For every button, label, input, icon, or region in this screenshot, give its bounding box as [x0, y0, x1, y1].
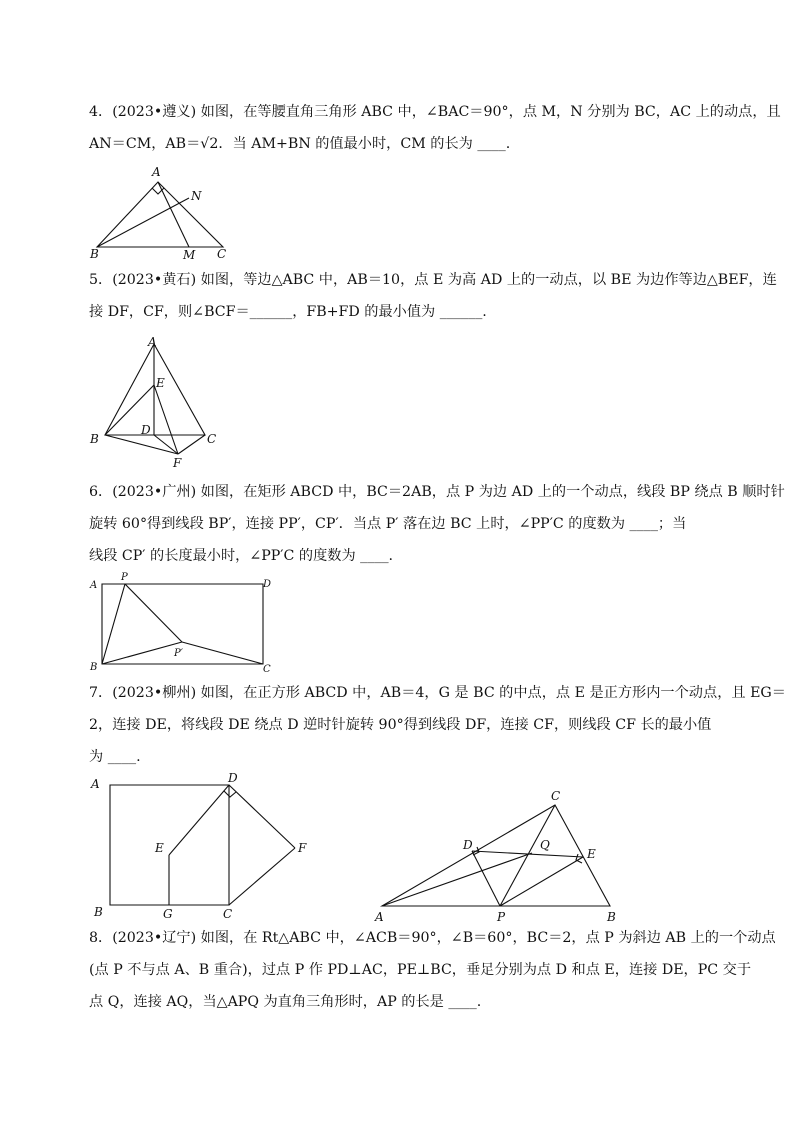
label-p: P: [497, 910, 506, 924]
segment-pd: [472, 851, 500, 906]
problem-6-line-3: 线段 CP′ 的长度最小时，∠PP′C 的度数为 ____.: [89, 548, 394, 564]
segment-aq: [382, 853, 532, 906]
label-f: F: [173, 456, 182, 470]
figure-equilateral-triangle: [85, 330, 225, 470]
label-a: A: [148, 335, 157, 349]
label-e: E: [156, 376, 165, 390]
right-angle-mark: [224, 791, 236, 797]
problem-7-line-1: 7．(2023•柳州) 如图，在正方形 ABCD 中，AB＝4，G 是 BC 的中点，点 E 是正方形内一个动点，且 EG＝: [89, 685, 786, 701]
problem-8-line-2: (点 P 不与点 A、B 重合)，过点 P 作 PD⊥AC，PE⊥BC，垂足分别为点 D 和点 E，连接 DE，PC 交于: [89, 962, 752, 978]
label-e: E: [155, 841, 164, 855]
problem-8-line-3: 点 Q，连接 AQ，当△APQ 为直角三角形时，AP 的长是 ____.: [89, 994, 482, 1010]
problem-7-line-3: 为 ____.: [89, 749, 141, 765]
segment-am: [158, 182, 189, 247]
label-b: B: [90, 247, 99, 261]
label-d: D: [228, 771, 238, 785]
segment-df: [229, 785, 295, 848]
segment-pe: [500, 857, 583, 906]
problem-4-line-2: AN＝CM，AB＝√2．当 AM+BN 的值最小时，CM 的长为 ____.: [89, 136, 511, 152]
label-q: Q: [540, 838, 550, 852]
label-c: C: [217, 247, 227, 261]
label-b: B: [607, 910, 616, 924]
segment-cp-prime: [182, 642, 263, 664]
label-m: M: [183, 248, 196, 262]
figure-square: [85, 770, 325, 922]
segment-bf: [105, 435, 178, 454]
label-c: C: [207, 432, 217, 446]
segment-bp-prime: [102, 642, 182, 664]
label-d: D: [463, 838, 473, 852]
label-c: C: [551, 789, 561, 803]
label-d: D: [263, 579, 272, 590]
segment-bn: [97, 198, 189, 247]
label-n: N: [191, 189, 202, 203]
label-a: A: [90, 580, 98, 591]
segment-cf: [178, 435, 205, 454]
label-a: A: [375, 910, 384, 924]
problem-4-line-1: 4．(2023•遵义) 如图，在等腰直角三角形 ABC 中，∠BAC＝90°，点 M，N 分别为 BC，AC 上的动点，且: [89, 104, 781, 120]
segment-cf: [229, 848, 295, 905]
segment-pp-prime: [125, 584, 182, 642]
problem-5-line-2: 接 DF，CF，则∠BCF＝______，FB+FD 的最小值为 ______.: [89, 304, 487, 320]
label-a: A: [152, 165, 161, 179]
label-g: G: [163, 907, 173, 921]
label-d: D: [141, 423, 151, 437]
label-b: B: [90, 432, 99, 446]
label-c: C: [263, 664, 271, 675]
label-p-prime: P′: [174, 648, 183, 659]
label-f: F: [298, 841, 307, 855]
problem-6-line-1: 6．(2023•广州) 如图，在矩形 ABCD 中，BC＝2AB，点 P 为边 AD 上的一个动点，线段 BP 绕点 B 顺时针: [89, 484, 785, 500]
figure-right-triangle: [370, 785, 635, 925]
segment-ef: [154, 385, 178, 454]
figure-isosceles-right-triangle: [85, 160, 245, 265]
figure-rectangle: [85, 572, 280, 677]
problem-7-line-2: 2，连接 DE，将线段 DE 绕点 D 逆时针旋转 90°得到线段 DF，连接 CF，则线段 CF 长的最小值: [89, 717, 712, 733]
segment-bp: [102, 584, 125, 664]
label-c: C: [223, 907, 233, 921]
label-b: B: [94, 905, 103, 919]
label-e: E: [587, 847, 596, 861]
segment-ed: [169, 785, 229, 855]
problem-8-line-1: 8．(2023•辽宁) 如图，在 Rt△ABC 中，∠ACB＝90°，∠B＝60°，BC＝2，点 P 为斜边 AB 上的一个动点: [89, 930, 776, 946]
triangle-abc: [382, 805, 610, 906]
problem-5-line-1: 5．(2023•黄石) 如图，等边△ABC 中，AB＝10，点 E 为高 AD 上的一动点，以 BE 为边作等边△BEF，连: [89, 272, 777, 288]
label-p: P: [121, 572, 128, 583]
label-a: A: [91, 777, 100, 791]
label-b: B: [90, 662, 98, 673]
problem-6-line-2: 旋转 60°得到线段 BP′，连接 PP′，CP′．当点 P′ 落在边 BC 上时，∠PP′C 的度数为 ____；当: [89, 516, 687, 532]
